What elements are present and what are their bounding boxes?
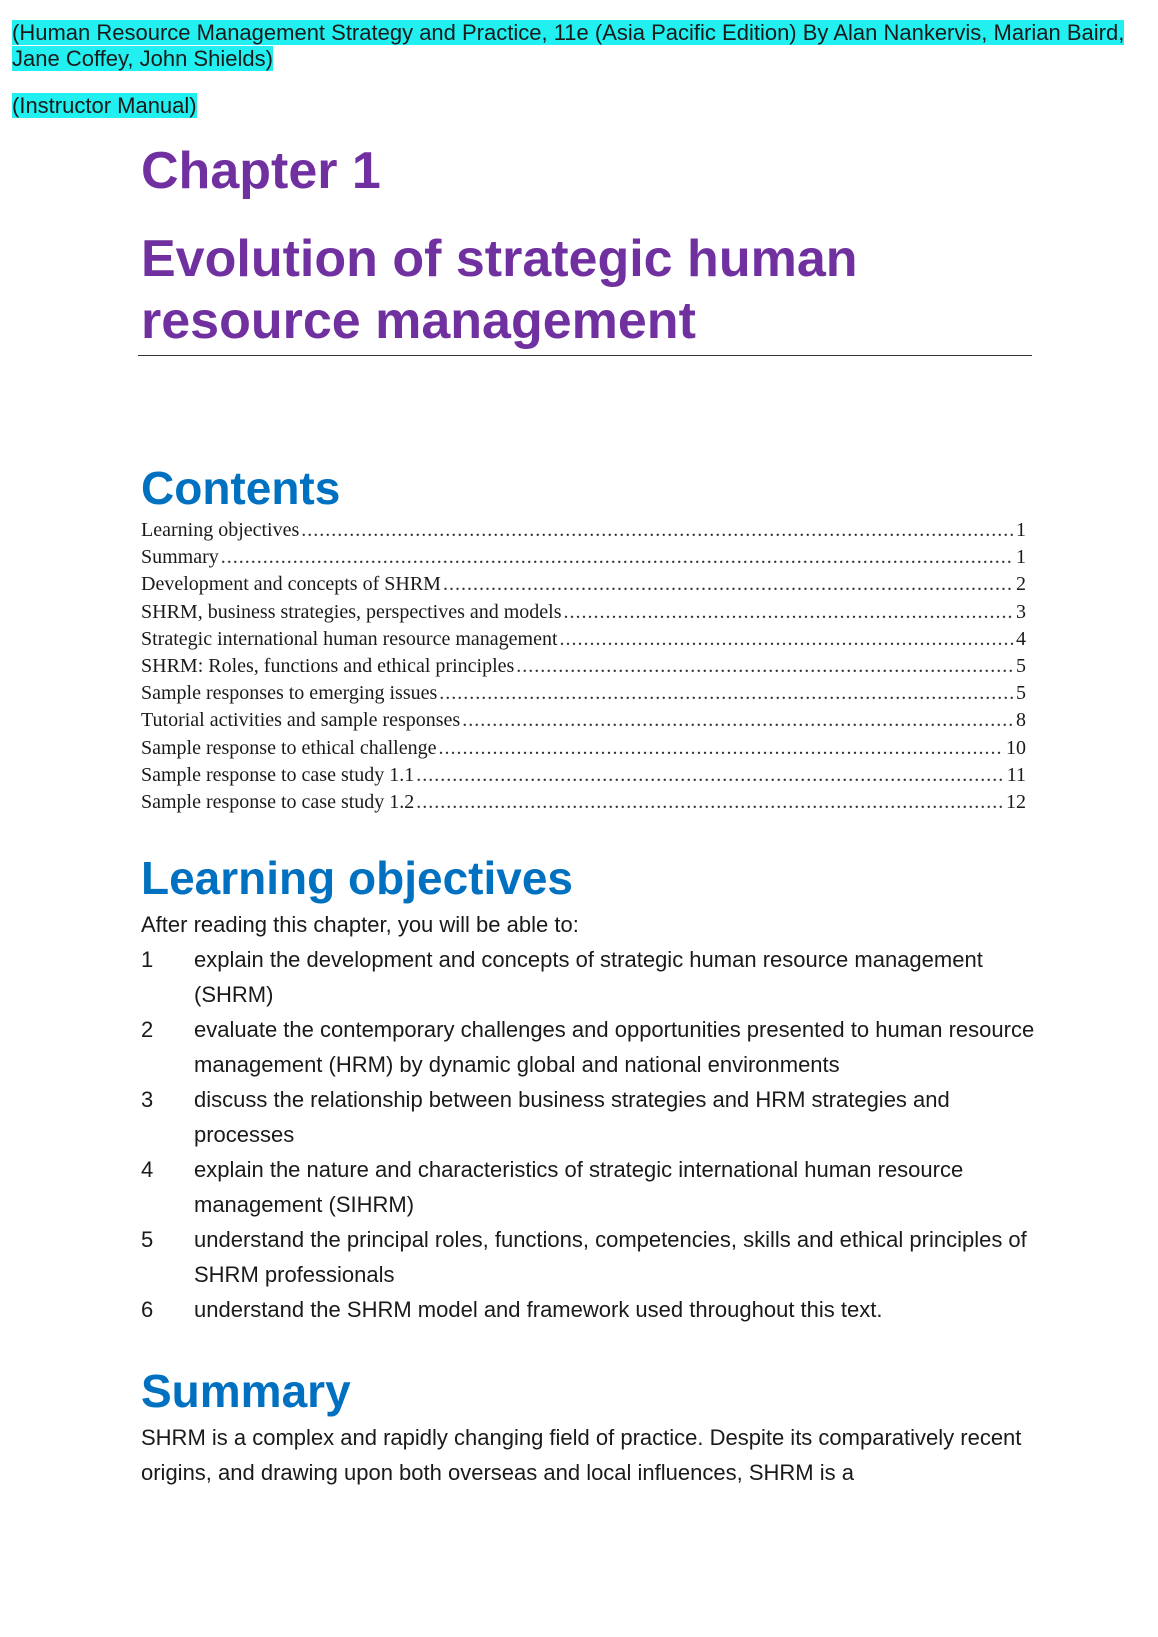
toc-item-title: Learning objectives: [141, 519, 300, 541]
list-item: [141, 1152, 1041, 1222]
toc-item-title: Summary: [141, 546, 219, 569]
toc-item[interactable]: [141, 599, 1026, 626]
list-item-text: discuss the relationship between business strategies and HRM strategies and processes: [194, 1087, 950, 1147]
learning-objectives-list: [141, 942, 1041, 1327]
toc-leader-dots: [221, 544, 1014, 571]
list-item: [141, 942, 1041, 1012]
list-item-number: 5: [141, 1227, 154, 1252]
toc-item[interactable]: [141, 735, 1026, 762]
manual-label: [12, 93, 197, 119]
book-reference: [12, 20, 1147, 72]
table-of-contents: [141, 517, 1026, 816]
list-item: [141, 1222, 1041, 1292]
list-item-text: explain the development and concepts of strategic human resource management (SHRM): [194, 947, 983, 1007]
toc-leader-dots: [439, 680, 1014, 707]
list-item: [141, 1292, 1041, 1327]
toc-leader-dots: [462, 707, 1014, 734]
learning-objectives-heading: Learning objectives: [141, 852, 574, 904]
toc-item-page: 2: [1016, 573, 1026, 596]
toc-item[interactable]: [141, 517, 1026, 544]
list-item: [141, 1012, 1041, 1082]
toc-item-page: 10: [1006, 736, 1026, 759]
toc-item-page: 3: [1016, 600, 1026, 623]
contents-heading: Contents: [141, 462, 341, 514]
toc-item[interactable]: [141, 789, 1026, 816]
toc-leader-dots: [438, 735, 1004, 762]
toc-item[interactable]: [141, 680, 1026, 707]
toc-item[interactable]: [141, 571, 1026, 598]
toc-item-page: 11: [1006, 763, 1026, 786]
list-item-text: understand the principal roles, functions, competencies, skills and ethical principles of SHRM professionals: [194, 1227, 1027, 1287]
list-item-number: 2: [141, 1017, 154, 1042]
chapter-label: Chapter 1: [141, 142, 381, 200]
toc-item[interactable]: [141, 626, 1026, 653]
toc-item-page: 4: [1016, 627, 1026, 650]
toc-leader-dots: [416, 762, 1004, 789]
list-item-number: 3: [141, 1087, 154, 1112]
toc-item-title: SHRM: Roles, functions and ethical principles: [141, 654, 515, 677]
summary-heading: Summary: [141, 1365, 351, 1417]
toc-leader-dots: [443, 571, 1014, 598]
toc-item[interactable]: [141, 653, 1026, 680]
list-item-number: 4: [141, 1157, 154, 1182]
toc-item-page: 1: [1016, 519, 1026, 541]
toc-item-page: 5: [1016, 682, 1026, 705]
toc-item-title: Strategic international human resource management: [141, 627, 558, 650]
toc-item[interactable]: [141, 544, 1026, 571]
book-reference-text: (Human Resource Management Strategy and Practice, 11e (Asia Pacific Edition) By Alan Nankervis, Marian Baird, Jane Coffey, John Shields): [12, 20, 1125, 71]
list-item-text: explain the nature and characteristics of strategic international human resource management (SIHRM): [194, 1157, 964, 1217]
toc-item-title: SHRM, business strategies, perspectives and models: [141, 600, 562, 623]
toc-item-page: 1: [1016, 546, 1026, 569]
toc-leader-dots: [560, 626, 1014, 653]
toc-item-page: 5: [1016, 654, 1026, 677]
toc-item-page: 12: [1006, 790, 1026, 813]
toc-leader-dots: [416, 789, 1004, 816]
toc-item-page: 8: [1016, 709, 1026, 732]
list-item-text: understand the SHRM model and framework used throughout this text.: [194, 1297, 883, 1322]
toc-leader-dots: [564, 599, 1015, 626]
list-item-number: 1: [141, 947, 154, 972]
chapter-title: Evolution of strategic human resource management: [141, 230, 858, 350]
toc-item-title: Tutorial activities and sample responses: [141, 709, 461, 732]
toc-item-title: Sample responses to emerging issues: [141, 682, 438, 705]
toc-leader-dots: [516, 653, 1014, 680]
list-item-number: 6: [141, 1297, 154, 1322]
toc-item-title: Sample response to case study 1.1: [141, 763, 415, 786]
toc-item-title: Sample response to case study 1.2: [141, 790, 415, 813]
summary-text: SHRM is a complex and rapidly changing field of practice. Despite its comparatively recent origins, and drawing upon both overseas and local influences, SHRM is a: [141, 1425, 1022, 1485]
list-item-text: evaluate the contemporary challenges and opportunities presented to human resource management (HRM) by dynamic global and national environments: [194, 1017, 1035, 1077]
toc-item-title: Sample response to ethical challenge: [141, 736, 437, 759]
toc-item[interactable]: [141, 762, 1026, 789]
manual-label-text: (Instructor Manual): [12, 93, 197, 118]
toc-item-title: Development and concepts of SHRM: [141, 573, 441, 596]
toc-leader-dots: [301, 517, 1014, 544]
title-divider: [138, 355, 1032, 356]
list-item: [141, 1082, 1041, 1152]
toc-item[interactable]: [141, 707, 1026, 734]
learning-objectives-intro: After reading this chapter, you will be able to:: [141, 912, 579, 937]
